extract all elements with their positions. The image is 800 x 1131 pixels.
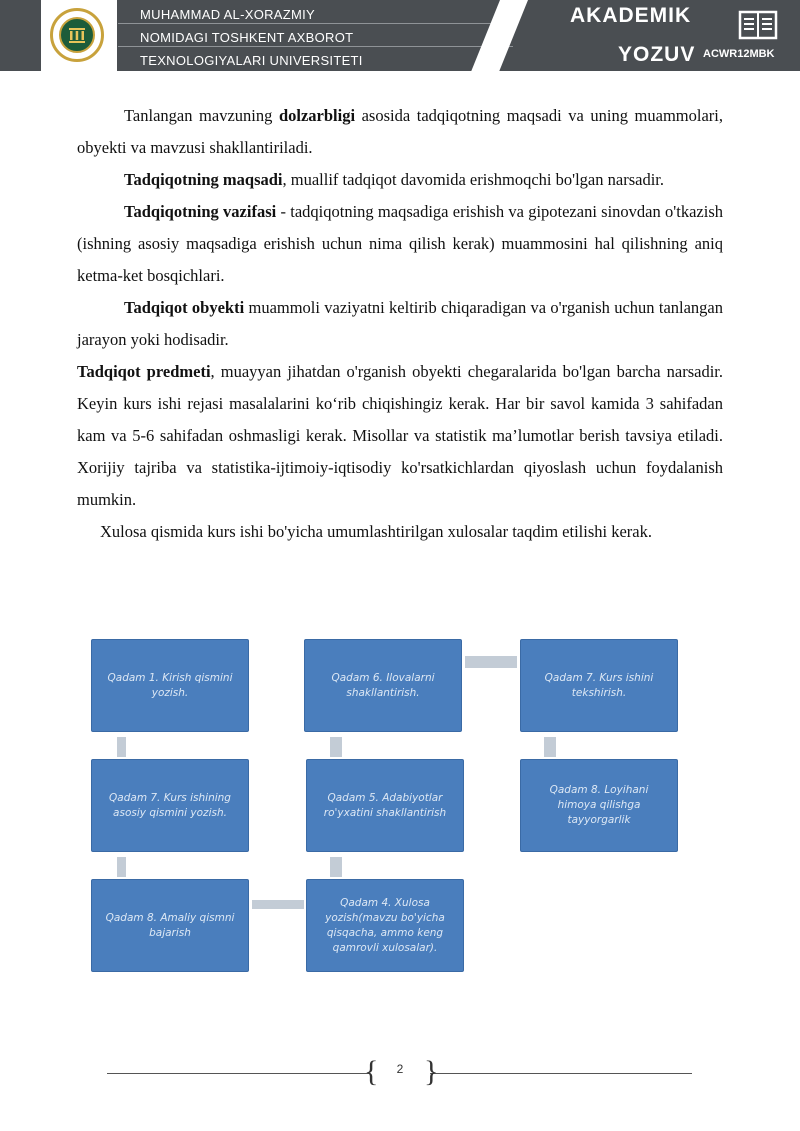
university-name (140, 5, 500, 71)
term-maqsadi: Tadqiqotning maqsadi (124, 170, 283, 189)
connector (117, 737, 126, 757)
university-name-line: NOMIDAGI TOSHKENT AXBOROT (140, 30, 354, 45)
connector (330, 737, 342, 757)
university-name-line: TEXNOLOGIYALARI UNIVERSITETI (140, 53, 363, 68)
connector (544, 737, 556, 757)
step-box: Qadam 7. Kurs ishini tekshirish. (520, 639, 678, 732)
connector (330, 857, 342, 877)
paragraph-subject: Tadqiqot predmeti, muayyan jihatdan o'rganish obyekti chegaralarida bo'lgan barcha narsadir. Keyin kurs ishi rejasi masalalarini ko‘rib chiqishingiz kerak. Har bir savol kamida 3 sahifadan kam va 5-6 sahifadan oshmasligi kerak. Misollar va statistik ma’lumotlar berish tavsiya etiladi. Xorijiy tajriba va statistika-ijtimoiy-iqtisodiy ko'rsatkichlardan qiyoslash uchun foydalanish mumkin. (77, 362, 724, 509)
term-dolzarbligi: dolzarbligi (278, 106, 356, 125)
brand-title-top: AKADEMIK (570, 4, 692, 27)
steps-diagram (0, 630, 800, 980)
step-box: Qadam 1. Kirish qismini yozish. (91, 639, 249, 732)
connector (465, 656, 517, 668)
term-predmeti: Tadqiqot predmeti (77, 362, 211, 381)
paragraph-goal: Tadqiqotning maqsadi, muallif tadqiqot davomida erishmoqchi bo'lgan narsadir. (124, 170, 664, 189)
university-logo (50, 8, 104, 62)
footer-line-right (430, 1073, 692, 1074)
university-name-line: MUHAMMAD AL-XORAZMIY (140, 7, 316, 22)
step-box: Qadam 5. Adabiyotlar ro'yxatini shakllantirish (306, 759, 464, 852)
connector (117, 857, 126, 877)
paragraph-object: Tadqiqot obyekti muammoli vaziyatni keltirib chiqaradigan va o'rganish uchun tanlangan jarayon yoki hodisadir. (77, 298, 723, 349)
term-vazifasi: Tadqiqotning vazifasi (124, 202, 277, 221)
step-box: Qadam 7. Kurs ishining asosiy qismini yozish. (91, 759, 249, 852)
page-number: 2 (396, 1062, 404, 1076)
paragraph-tasks: Tadqiqotning vazifasi - tadqiqotning maqsadiga erishish va gipotezani sinovdan o'tkazish (ishning asosiy maqsadiga erishish uchun nima qilish kerak) muammosini hal qilishning aniq ketma-ket bosqichlari. (77, 202, 723, 285)
connector (252, 900, 304, 909)
book-icon (738, 10, 778, 40)
paragraph-relevance: Tanlangan mavzuning dolzarbligi asosida tadqiqotning maqsadi va uning muammolari, obyekti va mavzusi shakllantiriladi. (77, 106, 723, 157)
page-bracket-left: { (364, 1055, 379, 1088)
document-body (77, 100, 723, 548)
header-bar (0, 0, 800, 71)
step-box: Qadam 4. Xulosa yozish(mavzu bo'yicha qisqacha, ammo keng qamrovli xulosalar). (306, 879, 464, 972)
step-box: Qadam 8. Amaliy qismni bajarish (91, 879, 249, 972)
term-obyekti: Tadqiqot obyekti (124, 298, 245, 317)
step-box: Qadam 6. Ilovalarni shakllantirish. (304, 639, 462, 732)
step-box: Qadam 8. Loyihani himoya qilishga tayyorgarlik (520, 759, 678, 852)
brand-title-bottom: YOZUV (618, 43, 696, 66)
logo-container (41, 0, 117, 71)
footer-line-left (107, 1073, 370, 1074)
document-code: ACWR12MBK (703, 48, 775, 60)
columns-icon (67, 25, 87, 45)
page-bracket-right: } (424, 1055, 439, 1088)
paragraph-conclusion: Xulosa qismida kurs ishi bo'yicha umumlashtirilgan xulosalar taqdim etilishi kerak. (100, 522, 652, 541)
